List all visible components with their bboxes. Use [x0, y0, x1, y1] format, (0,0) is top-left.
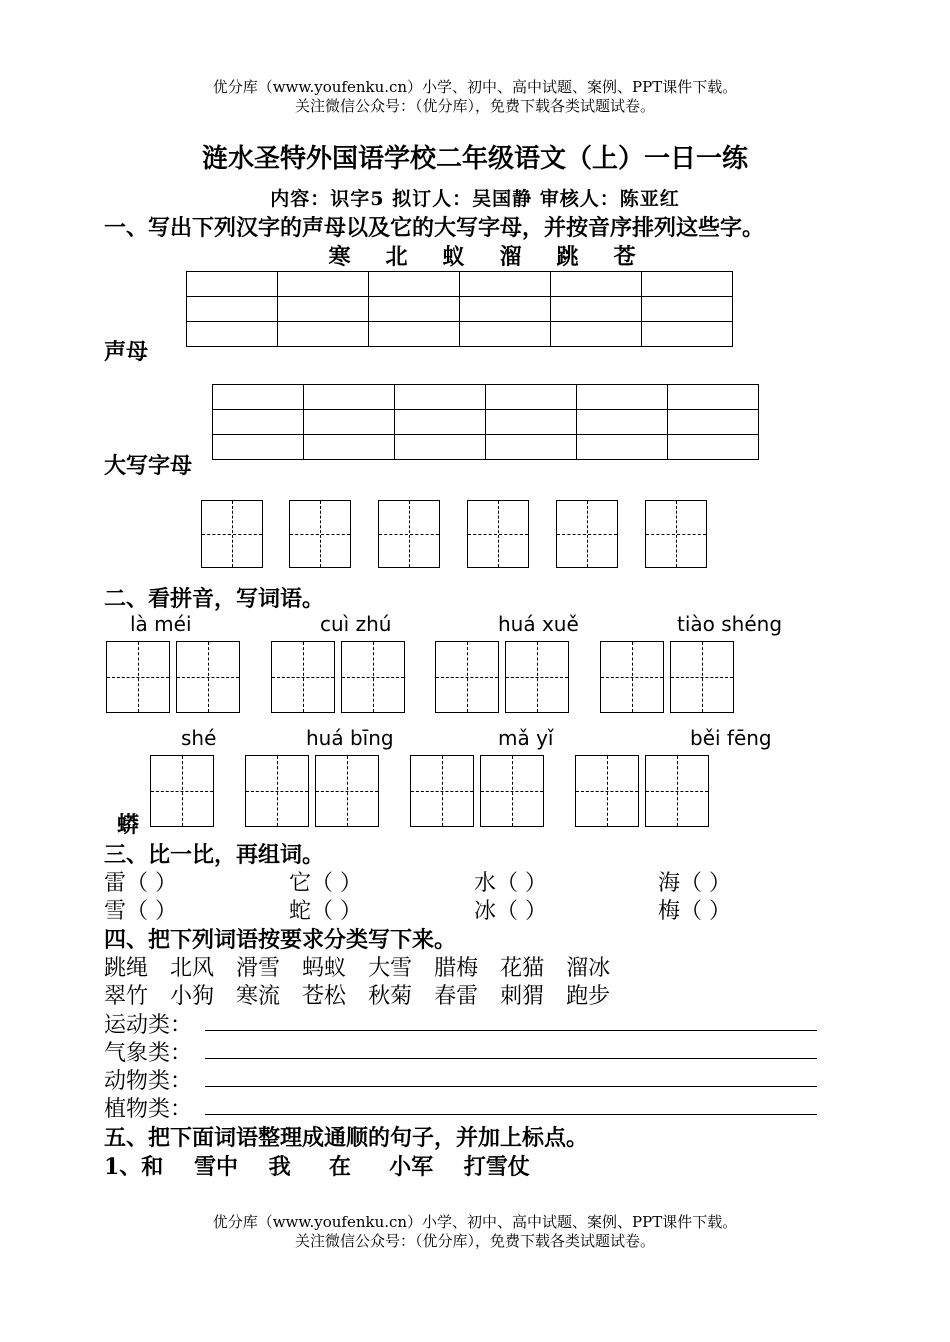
word-list-2 [104, 979, 632, 1010]
capitals-grid[interactable] [212, 384, 759, 460]
word: 寒流 [236, 984, 281, 1009]
initials-grid[interactable] [186, 271, 733, 347]
compare-item: 雪（ ） [104, 899, 177, 924]
writing-box[interactable] [670, 641, 734, 713]
q1-char: 跳 [556, 244, 579, 270]
pinyin: tiào shéng [677, 612, 783, 636]
word: 大雪 [368, 956, 413, 981]
q1-char: 溜 [499, 244, 522, 270]
word: 北风 [170, 956, 215, 981]
word-list-1 [104, 951, 632, 982]
q3-heading: 三、比一比，再组词。 [104, 842, 325, 868]
q1-char: 北 [385, 244, 408, 270]
writing-box[interactable] [271, 641, 335, 713]
header-line-1: 优分库（www.youfenku.cn）小学、初中、高中试题、案例、PPT课件下载。 [212, 78, 738, 96]
writing-box[interactable] [201, 500, 263, 568]
writing-box[interactable] [315, 755, 379, 827]
writing-box[interactable] [106, 641, 170, 713]
label-initial: 声母 [104, 339, 149, 365]
writing-box[interactable] [150, 755, 214, 827]
word: 滑雪 [236, 956, 281, 981]
footer-line-2: 关注微信公众号：（优分库），免费下载各类试题试卷。 [294, 1232, 655, 1250]
word: 秋菊 [368, 984, 413, 1009]
word: 小狗 [170, 984, 215, 1009]
writing-box[interactable] [245, 755, 309, 827]
writing-box[interactable] [556, 500, 618, 568]
pinyin: cuì zhú [320, 612, 392, 636]
writing-box[interactable] [289, 500, 351, 568]
word: 春雷 [434, 984, 479, 1009]
writing-box[interactable] [600, 641, 664, 713]
compare-item: 水（ ） [474, 871, 547, 896]
category-label: 动物类： [104, 1069, 193, 1094]
pinyin: běi fēng [690, 726, 772, 750]
writing-box[interactable] [176, 641, 240, 713]
compare-item: 蛇（ ） [289, 899, 362, 924]
compare-item: 雷（ ） [104, 871, 177, 896]
pinyin: là méi [130, 612, 192, 636]
pinyin: mǎ yǐ [498, 726, 554, 750]
pinyin: huá bīng [306, 726, 394, 750]
q1-char: 寒 [328, 244, 351, 270]
word: 跑步 [566, 984, 611, 1009]
page-title: 涟水圣特外国语学校二年级语文（上）一日一练 [201, 144, 748, 174]
answer-line[interactable] [205, 1030, 817, 1031]
writing-box[interactable] [467, 500, 529, 568]
footer-line-1: 优分库（www.youfenku.cn）小学、初中、高中试题、案例、PPT课件下载。 [212, 1213, 738, 1231]
answer-line[interactable] [205, 1114, 817, 1115]
label-capital: 大写字母 [104, 453, 193, 479]
q4-heading: 四、把下列词语按要求分类写下来。 [104, 927, 457, 953]
word: 跳绳 [104, 956, 149, 981]
q1-chars [311, 240, 653, 271]
page-subtitle: 内容：识字5 拟订人：吴国静 审核人：陈亚红 [270, 188, 680, 210]
category-label: 气象类： [104, 1041, 193, 1066]
q5-heading: 五、把下面词语整理成通顺的句子，并加上标点。 [104, 1125, 589, 1151]
compare-item: 冰（ ） [474, 899, 547, 924]
word: 蚂蚁 [302, 956, 347, 981]
writing-box[interactable] [645, 500, 707, 568]
word: 花猫 [500, 956, 545, 981]
header-line-2: 关注微信公众号：（优分库），免费下载各类试题试卷。 [294, 97, 655, 115]
q1-heading: 一、写出下列汉字的声母以及它的大写字母，并按音序排列这些字。 [104, 215, 765, 241]
category-label: 运动类： [104, 1013, 193, 1038]
compare-item: 海（ ） [658, 871, 731, 896]
pinyin: huá xuě [498, 612, 579, 636]
writing-box[interactable] [505, 641, 569, 713]
q2-heading: 二、看拼音，写词语。 [104, 586, 325, 612]
q1-char: 蚁 [442, 244, 465, 270]
word: 翠竹 [104, 984, 149, 1009]
answer-line[interactable] [205, 1058, 817, 1059]
writing-box[interactable] [378, 500, 440, 568]
compare-item: 它（ ） [289, 871, 362, 896]
writing-box[interactable] [435, 641, 499, 713]
writing-box[interactable] [341, 641, 405, 713]
q1-char: 苍 [613, 244, 636, 270]
word: 刺猬 [500, 984, 545, 1009]
prefix-char: 蟒 [117, 812, 140, 838]
writing-box[interactable] [410, 755, 474, 827]
writing-box[interactable] [480, 755, 544, 827]
word: 腊梅 [434, 956, 479, 981]
pinyin: shé [181, 726, 217, 750]
compare-item: 梅（ ） [658, 899, 731, 924]
writing-box[interactable] [575, 755, 639, 827]
word: 溜冰 [566, 956, 611, 981]
word: 苍松 [302, 984, 347, 1009]
category-label: 植物类： [104, 1097, 193, 1122]
writing-box[interactable] [645, 755, 709, 827]
answer-line[interactable] [205, 1086, 817, 1087]
q5-item-1: 1、和 雪中 我 在 小军 打雪仗 [104, 1154, 530, 1180]
